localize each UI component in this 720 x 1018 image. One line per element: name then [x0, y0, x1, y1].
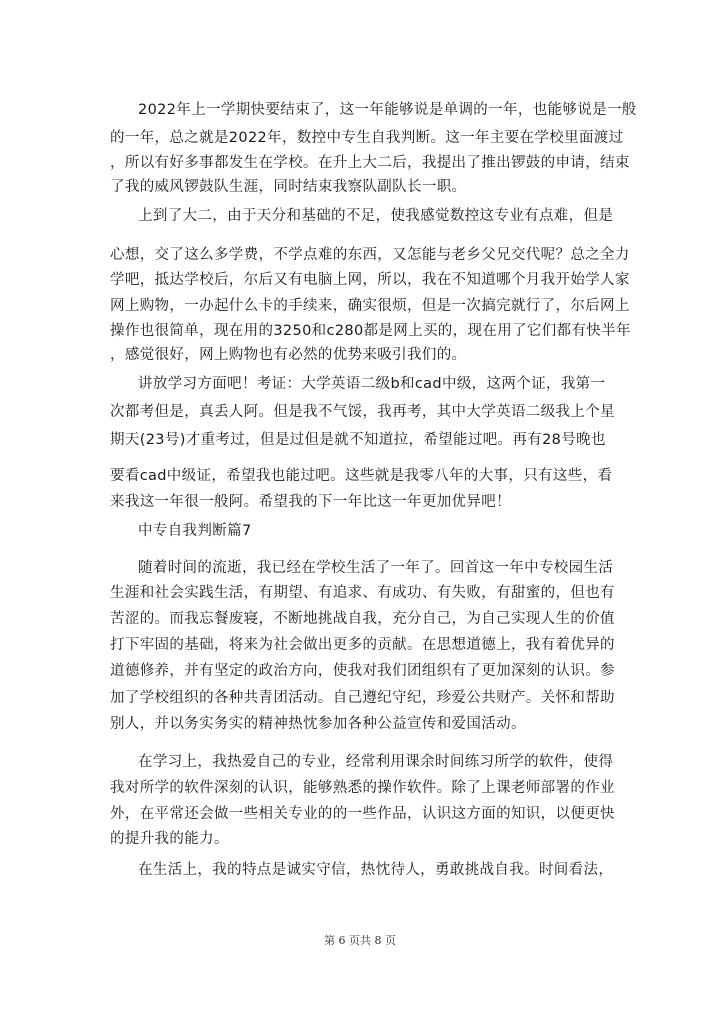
text-line: 别人，并以务实务实的精神热忱参加各种公益宣传和爱国活动。: [110, 716, 526, 732]
text-line: 在学习上，我热爱自己的专业，经常利用课余时间练习所学的软件，使得: [138, 754, 614, 770]
text-line: 次都考但是，真丢人阿。但是我不气馁，我再考，其中大学英语二级我上个星: [110, 404, 615, 420]
text-line: 的一年，总之就是2022年，数控中专生自我判断。这一年主要在学校里面渡过: [110, 130, 624, 146]
text-line: 上到了大二，由于天分和基础的不足，使我感觉数控这专业有点难，但是: [138, 208, 614, 224]
text-line: 生涯和社会实践生活，有期望、有追求、有成功、有失败，有甜蜜的，但也有: [110, 585, 615, 601]
text-line: 操作也很简单，现在用的3250和c280都是网上买的，现在用了它们都有快半年: [110, 323, 631, 339]
text-line: ，感觉很好，网上购物也有必然的优势来吸引我们的。: [110, 347, 467, 363]
text-line: 要看cad中级证，希望我也能过吧。这些就是我零八年的大事，只有这些，看: [110, 468, 613, 484]
text-line: 来我这一年很一般阿。希望我的下一年比这一年更加优异吧！: [110, 494, 511, 510]
text-line: 外，在平常还会做一些相关专业的的一些作品，认识这方面的知识，以便更快: [110, 806, 615, 822]
text-line: 了我的威风锣鼓队生涯，同时结束我察队副队长一职。: [110, 179, 467, 195]
text-line: 随着时间的流逝，我已经在学校生活了一年了。回首这一年中专校园生活: [138, 560, 614, 576]
text-line: 学吧，抵达学校后，尔后又有电脑上网，所以，我在不知道哪个月我开始学人家: [110, 272, 630, 288]
page-number-footer: 第 6 页共 8 页: [324, 934, 396, 947]
text-line: 的提升我的能力。: [110, 831, 229, 847]
text-line: 2022年上一学期快要结束了，这一年能够说是单调的一年，也能够说是一般: [138, 102, 637, 118]
text-line: 苦涩的。而我忘餐废寝，不断地挑战自我，充分自己，为自己实现人生的价值: [110, 611, 615, 627]
text-line: 加了学校组织的各种共青团活动。自己遵纪守纪，珍爱公共财产。关怀和帮助: [110, 690, 615, 706]
text-line: 心想，交了这么多学费，不学点难的东西，又怎能与老乡父兄交代呢？总之全力: [110, 247, 630, 263]
text-line: 道德修养，并有坚定的政治方向，使我对我们团组织有了更加深刻的认识。参: [110, 663, 615, 679]
text-line: 期天(23号)才重考过，但是过但是就不知道拉，希望能过吧。再有28号晚也: [110, 432, 606, 448]
text-line: 在生活上，我的特点是诚实守信，热忱待人，勇敢挑战自我。时间看法，: [138, 862, 614, 878]
text-line: 讲放学习方面吧！考证：大学英语二级b和cad中级，这两个证，我第一: [138, 376, 606, 392]
section-heading: 中专自我判断篇7: [138, 523, 252, 539]
text-line: 我对所学的软件深刻的认识，能够熟悉的操作软件。除了上课老师部署的作业: [110, 780, 615, 796]
text-line: 网上购物，一办起什么卡的手续来，确实很烦，但是一次搞完就行了，尔后网上: [110, 298, 630, 314]
text-line: 打下牢固的基础，将来为社会做出更多的贡献。在思想道德上，我有着优异的: [110, 637, 615, 653]
text-line: ，所以有好多事都发生在学校。在升上大二后，我提出了推出锣鼓的申请，结束: [110, 155, 630, 171]
